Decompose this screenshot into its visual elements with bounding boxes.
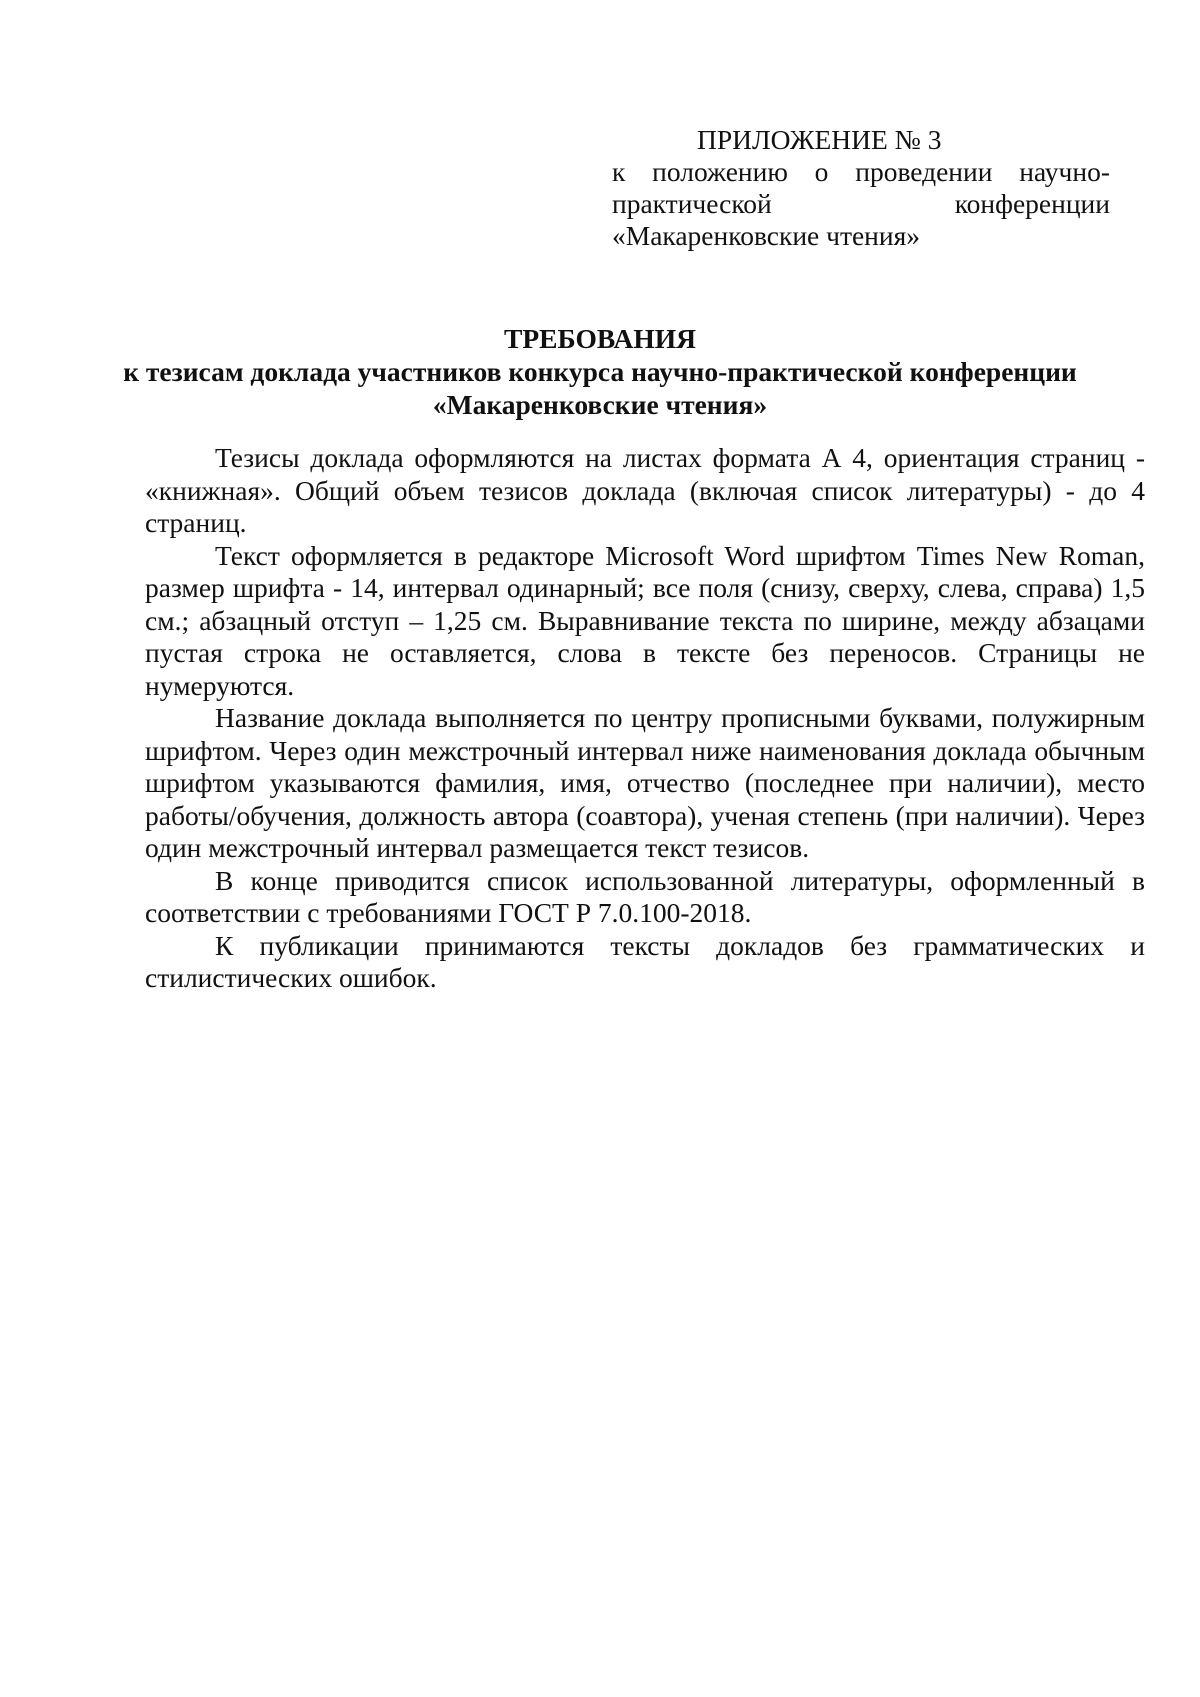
paragraph-title-rules: Название доклада выполняется по центру прописными буквами, полужирным шрифтом. Через один межстрочный интервал ниже наименования доклада обычным шрифтом указываются фамилия, имя, отчество (последнее при наличии), место работы/обучения, должность автора (соавтора), ученая степень (при наличии). Через один межстрочный интервал размещается текст тезисов. [145, 702, 1145, 863]
heading-conference-name: «Макаренковские чтения» [432, 389, 768, 420]
paragraph-text-settings: Текст оформляется в редакторе Microsoft Word шрифтом Times New Roman, размер шрифта - 14, интервал одинарный; все поля (снизу, сверху, слева, справа) 1,5 см.; абзацный отступ – 1,25 см. Выравнивание текста по ширине, между абзацами пустая строка не оставляется, слова в тексте без переносов. Страницы не нумеруются. [145, 539, 1145, 701]
appendix-block [612, 124, 1110, 252]
appendix-line-3: «Макаренковские чтения» [612, 220, 921, 251]
paragraph-publication: К публикации принимаются тексты докладов без грамматических и стилистических ошибок. [145, 929, 1145, 993]
document-body [145, 442, 1145, 995]
appendix-line-2: практической конференции [612, 188, 1110, 219]
document-heading [100, 322, 1100, 421]
heading-subtitle: к тезисам доклада участников конкурса научно-практической конференции [123, 356, 1077, 387]
appendix-title: ПРИЛОЖЕНИЕ № 3 [697, 124, 942, 155]
paragraph-format: Тезисы доклада оформляются на листах формата А 4, ориентация страниц - «книжная». Общий объем тезисов доклада (включая список литературы) - до 4 страниц. [145, 442, 1145, 538]
paragraph-references: В конце приводится список использованной литературы, оформленный в соответствии с требованиями ГОСТ Р 7.0.100-2018. [145, 864, 1145, 928]
appendix-line-1: к положению о проведении научно- [612, 156, 1110, 187]
heading-title: ТРЕБОВАНИЯ [504, 323, 696, 354]
